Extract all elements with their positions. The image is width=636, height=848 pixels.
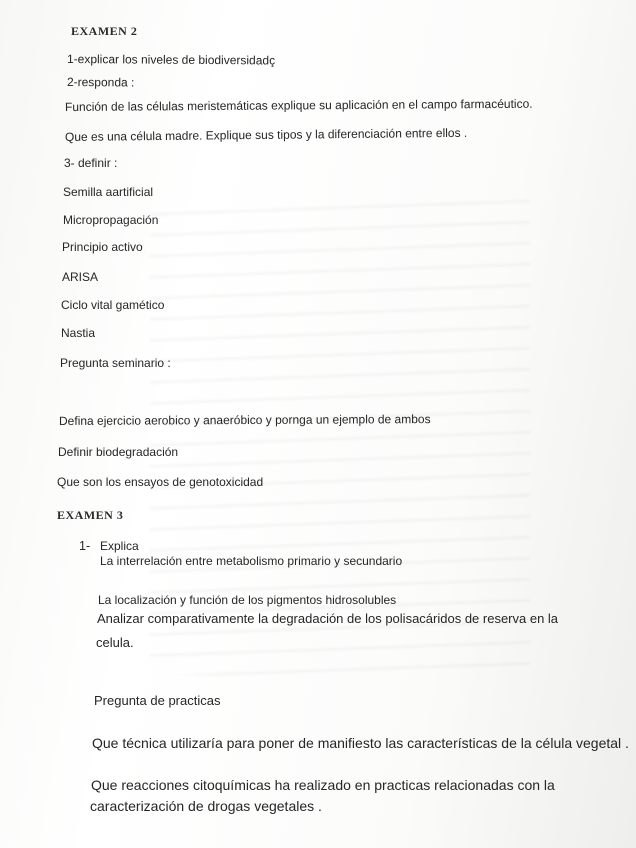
item-line-2: La localización y función de los pigmentos hidrosolubles [98, 593, 397, 607]
term-4: ARISA [62, 270, 99, 284]
item-line-3: Analizar comparativamente la degradación de los polisacáridos de reserva en la [97, 611, 559, 626]
question-2: 2-responda : [66, 75, 135, 90]
question-1: 1-explicar los niveles de biodiversidadç [66, 52, 276, 68]
seminario-question-3: Que son los ensayos de genotoxicidad [57, 475, 264, 489]
item-line-4: celula. [96, 635, 134, 650]
term-6: Nastia [61, 326, 96, 340]
term-1: Semilla aartificial [63, 185, 154, 199]
exam-2-title: EXAMEN 2 [71, 24, 138, 38]
practicas-question-2: Que reacciones citoquímicas ha realizado en practicas relacionadas con la [91, 777, 555, 793]
term-2: Micropropagación [63, 213, 159, 227]
seminario-question-1: Defina ejercicio aerobico y anaeróbico y pornga un ejemplo de ambos [58, 412, 431, 428]
item-label: Explica [100, 539, 139, 553]
item-number: 1- [79, 539, 91, 553]
practicas-question-1: Que técnica utilizaría para poner de manifiesto las características de la célula vegetal . [92, 735, 629, 751]
question-3: 3- definir : [64, 156, 118, 170]
practicas-label: Pregunta de practicas [94, 693, 221, 708]
seminario-label: Pregunta seminario : [60, 356, 171, 370]
practicas-question-2-cont: caracterización de drogas vegetales . [90, 798, 322, 814]
item-line-1: La interrelación entre metabolismo primario y secundario [100, 554, 403, 568]
term-3: Principio activo [62, 240, 143, 254]
question-2b: Que es una célula madre. Explique sus tipos y la diferenciación entre ellos . [64, 125, 468, 144]
exam-3-title: EXAMEN 3 [57, 508, 124, 522]
term-5: Ciclo vital gamético [61, 298, 165, 312]
seminario-question-2: Definir biodegradación [58, 445, 179, 459]
question-2a: Función de las células meristemáticas explique su aplicación en el campo farmacéutico. [64, 96, 533, 114]
